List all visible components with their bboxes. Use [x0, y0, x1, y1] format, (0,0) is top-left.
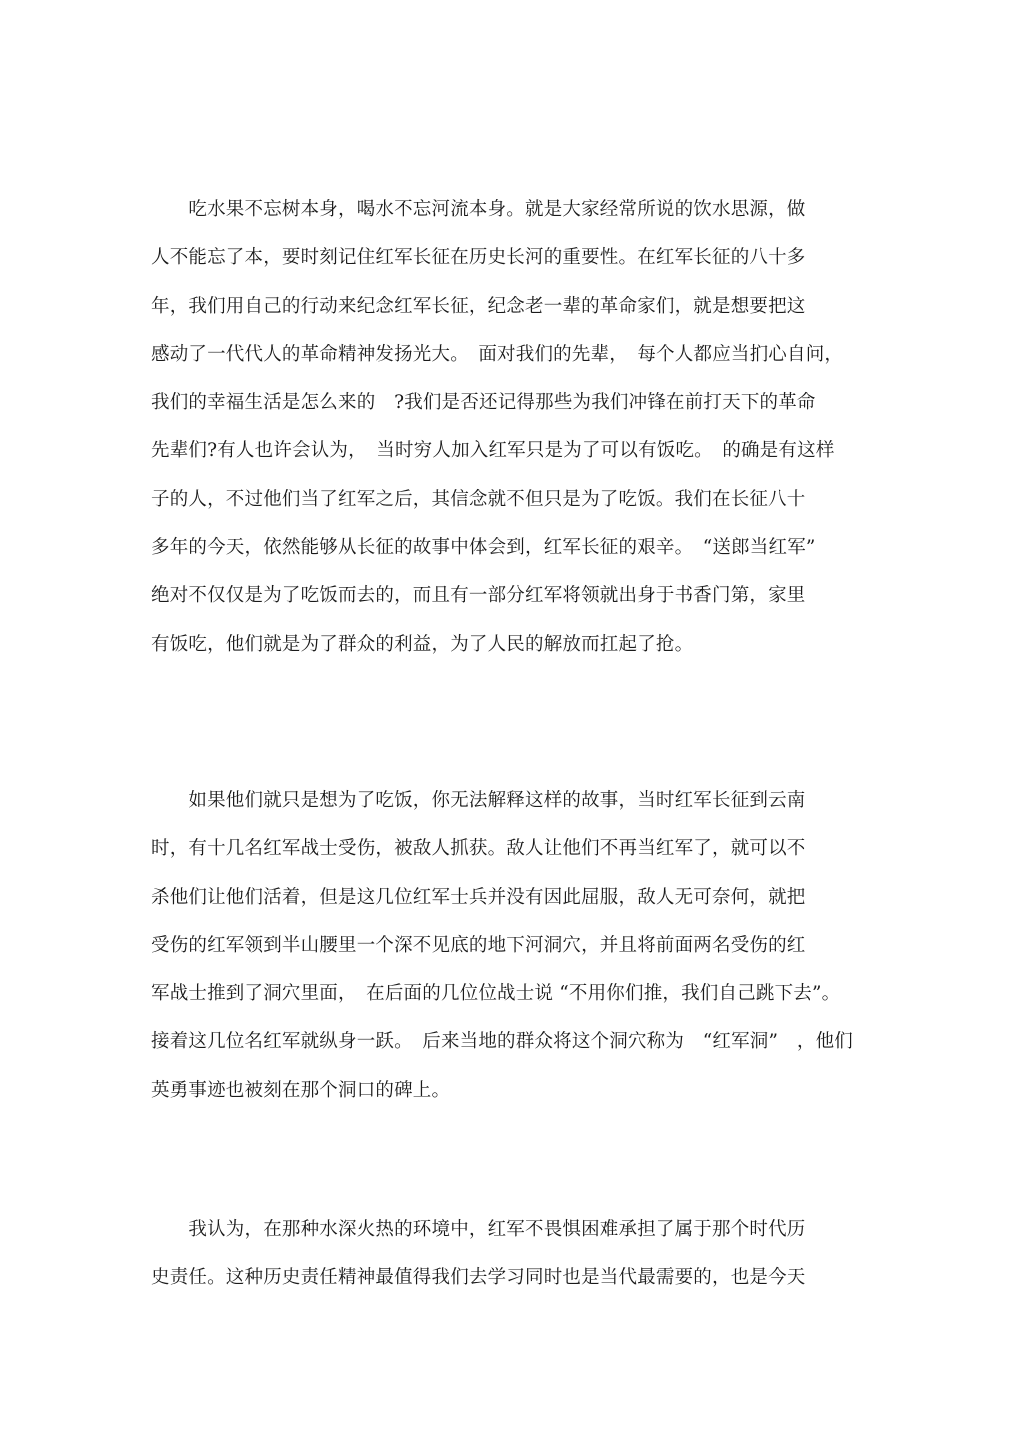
text-line: 接着这几位名红军就纵身一跃。 后来当地的群众将这个洞穴称为 “红军洞” ，他们: [151, 1031, 853, 1053]
text-line: 人不能忘了本，要时刻记住红军长征在历史长河的重要性。在红军长征的八十多: [151, 247, 806, 269]
text-line: 感动了一代代人的革命精神发扬光大。 面对我们的先辈， 每个人都应当扪心自问，: [151, 343, 844, 365]
text-line: 时，有十几名红军战士受伤，被敌人抓获。敌人让他们不再当红军了，就可以不: [151, 838, 806, 860]
text-line: 杀他们让他们活着，但是这几位红军士兵并没有因此屈服，敌人无可奈何，就把: [151, 886, 806, 908]
text-line: 吃水果不忘树本身，喝水不忘河流本身。就是大家经常所说的饮水思源，做: [151, 199, 806, 220]
paragraph-3: [151, 1206, 881, 1303]
text-line: 我们的幸福生活是怎么来的 ?我们是否还记得那些为我们冲锋在前打天下的革命: [151, 392, 816, 414]
text-line: 军战士推到了洞穴里面， 在后面的几位位战士说 “不用你们推，我们自己跳下去”。: [151, 983, 841, 1005]
text-line: 有饭吃，他们就是为了群众的利益，为了人民的解放而扛起了抢。: [151, 633, 694, 655]
text-line: 史责任。这种历史责任精神最值得我们去学习同时也是当代最需要的，也是今天: [151, 1267, 806, 1289]
text-line: 多年的今天，依然能够从长征的故事中体会到，红军长征的艰辛。 “送郎当红军”: [151, 537, 816, 559]
text-line: 先辈们?有人也许会认为， 当时穷人加入红军只是为了可以有饭吃。 的确是有这样: [151, 440, 835, 462]
paragraph-2: [151, 777, 881, 1115]
text-line: 子的人，不过他们当了红军之后，其信念就不但只是为了吃饭。我们在长征八十: [151, 488, 806, 510]
text-line: 绝对不仅仅是为了吃饭而去的，而且有一部分红军将领就出身于书香门第，家里: [151, 585, 806, 607]
paragraph-1: [151, 186, 881, 669]
text-line: 如果他们就只是想为了吃饭，你无法解释这样的故事，当时红军长征到云南: [151, 790, 806, 811]
text-line: 英勇事迹也被刻在那个洞口的碑上。: [151, 1079, 451, 1101]
text-line: 年，我们用自己的行动来纪念红军长征，纪念老一辈的革命家们，就是想要把这: [151, 295, 806, 317]
text-line: 我认为，在那种水深火热的环境中，红军不畏惧困难承担了属于那个时代历: [151, 1219, 806, 1240]
text-line: 受伤的红军领到半山腰里一个深不见底的地下河洞穴，并且将前面两名受伤的红: [151, 934, 806, 956]
